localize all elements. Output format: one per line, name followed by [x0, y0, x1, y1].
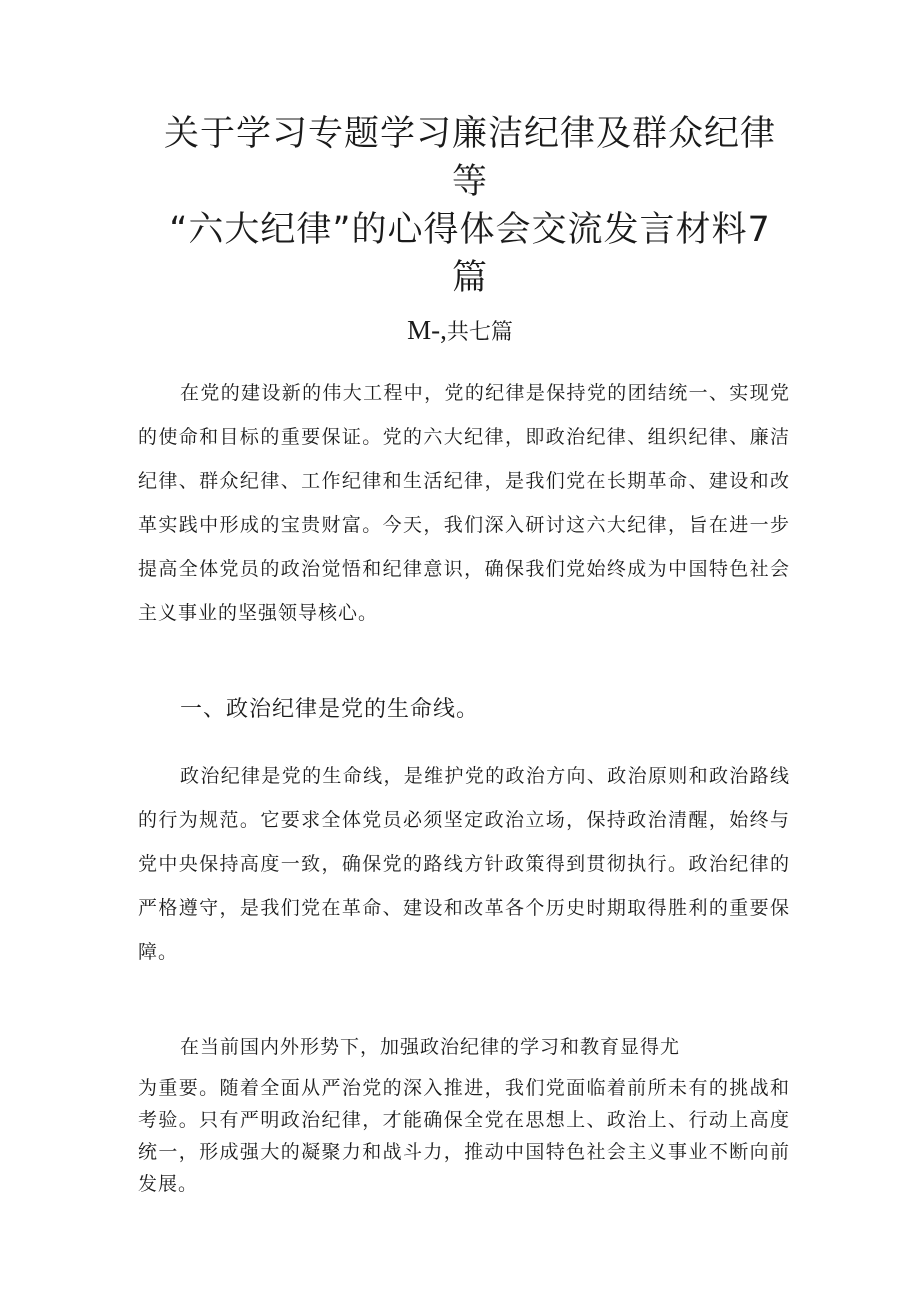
document-subtitle: [0, 314, 920, 349]
section-paragraph-2-rest: 为重要。随着全面从严治党的深入推进，我们党面临着前所未有的挑战和考验。只有严明政治纪律，才能确保全党在思想上、政治上、行动上高度统一，形成强大的凝聚力和战斗力，推动中国特色社会主义事业不断向前发展。: [138, 1077, 790, 1195]
section-paragraph-1: 政治纪律是党的生命线，是维护党的政治方向、政治原则和政治路线的行为规范。它要求全体党员必须坚定政治立场，保持政治清醒，始终与党中央保持高度一致，确保党的路线方针政策得到贯彻执行。政治纪律的严格遵守，是我们党在革命、建设和改革各个历史时期取得胜利的重要保障。: [138, 765, 790, 963]
document-title: [150, 110, 790, 302]
intro-paragraph: 在党的建设新的伟大工程中，党的纪律是保持党的团结统一、实现党的使命和目标的重要保证。党的六大纪律，即政治纪律、组织纪律、廉洁纪律、群众纪律、工作纪律和生活纪律，是我们党在长期革命、建设和改革实践中形成的宝贵财富。今天，我们深入研讨这六大纪律，旨在进一步提高全体党员的政治觉悟和纪律意识，确保我们党始终成为中国特色社会主义事业的坚强领导核心。: [138, 382, 790, 624]
title-line-2: “六大纪律”的心得体会交流发言材料7: [169, 210, 771, 250]
section-heading: 一、政治纪律是党的生命线。: [180, 697, 480, 722]
title-line-1: 关于学习专题学习廉洁纪律及群众纪律等: [163, 114, 776, 202]
subtitle-prefix: M-,: [407, 315, 447, 345]
subtitle-text: 共七篇: [446, 320, 513, 345]
title-line-3: 篇: [451, 258, 488, 298]
section-paragraph-2-start: 在当前国内外形势下，加强政治纪律的学习和教育显得尤: [180, 1036, 681, 1058]
